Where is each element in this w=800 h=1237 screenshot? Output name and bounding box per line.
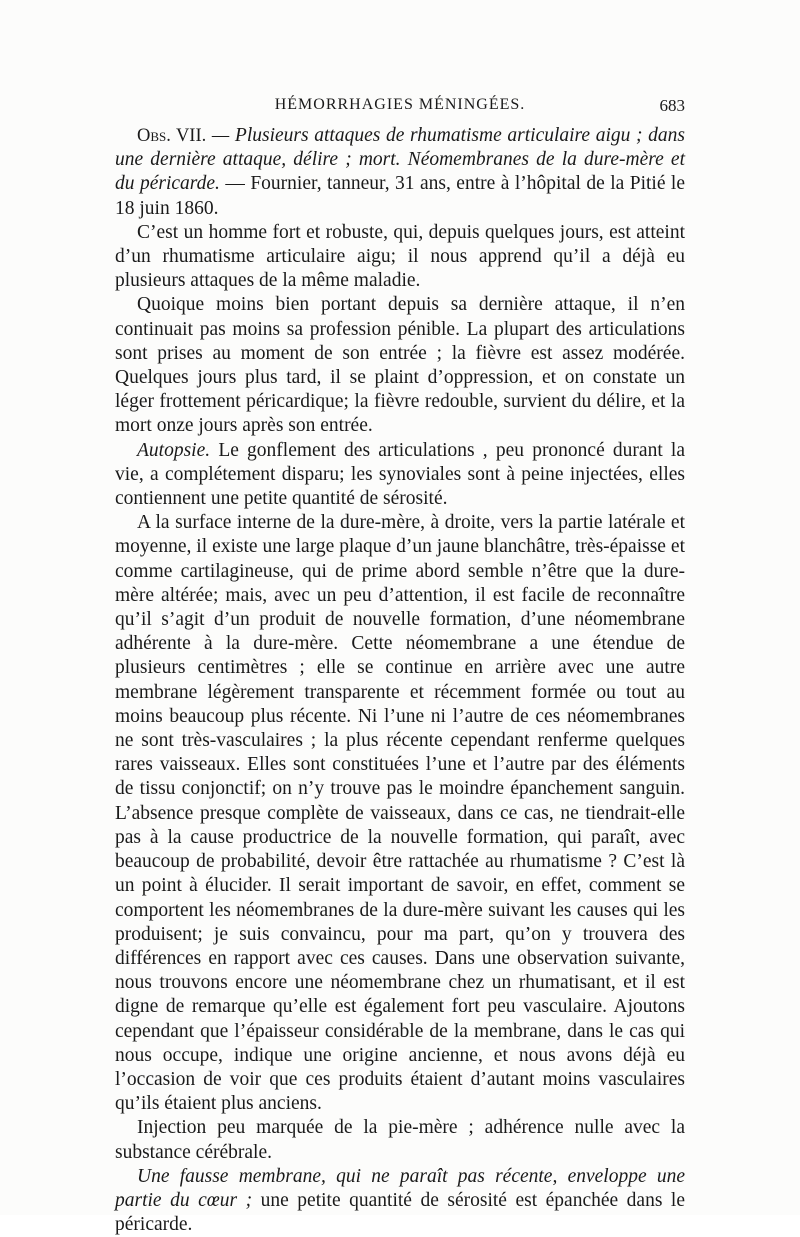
autopsy-text: Le gonflement des articulations , peu prononcé durant la vie, a complétement disparu; les synoviales sont à peine injectées, elles contiennent une petite quantité de sérosité. bbox=[115, 439, 685, 510]
observation-heading bbox=[115, 124, 685, 221]
paragraph-1: C’est un homme fort et robuste, qui, depuis quelques jours, est atteint d’un rhumatisme articulaire aigu; il nous apprend qu’il a déjà eu plusieurs attaques de la même maladie. bbox=[115, 221, 685, 292]
page-header bbox=[115, 96, 685, 122]
autopsy-label: Autopsie. bbox=[137, 439, 211, 461]
running-title: HÉMORRHAGIES MÉNINGÉES. bbox=[274, 96, 526, 113]
paragraph-5: Injection peu marquée de la pie-mère ; adhérence nulle avec la substance cérébrale. bbox=[115, 1117, 685, 1163]
observation-title: — Plusieurs attaques de rhumatisme articulaire aigu ; dans une dernière attaque, délire ; mort. Néomembranes de la dure-mère et du péricarde. bbox=[115, 125, 686, 195]
paragraph-6-italic: Une fausse membrane, qui ne paraît pas récente, enveloppe une partie du cœur ; bbox=[115, 1165, 685, 1211]
paragraph-2: Quoique moins bien portant depuis sa dernière attaque, il n’en continuait pas moins sa profession pénible. La plupart des articulations sont prises au moment de son entrée ; la fièvre est assez modérée. Quelques jours plus tard, il se plaint d’oppression, et on constate un léger frottement péricardique; la fièvre redouble, survient du délire, et la mort onze jours après son entrée. bbox=[115, 294, 685, 437]
page-number: 683 bbox=[659, 96, 685, 115]
paragraph-6 bbox=[115, 1165, 685, 1237]
observation-patient: — Fournier, tanneur, 31 ans, entre à l’hôpital de la Pitié le 18 juin 1860. bbox=[115, 173, 686, 219]
paragraph-6-text: une petite quantité de sérosité est épanchée dans le péricarde. bbox=[115, 1189, 686, 1236]
paragraph-4: A la surface interne de la dure-mère, à droite, vers la partie latérale et moyenne, il existe une large plaque d’un jaune blanchâtre, très-épaisse et comme cartilagineuse, qui de prime abord semble n’être que la dure-mère altérée; mais, avec un peu d’attention, il est facile de reconnaître qu’il s’agit d’un produit de nouvelle formation, d’une néomembrane adhérente à la dure-mère. Cette néomembrane a une étendue de plusieurs centimètres ; elle se continue en arrière avec une autre membrane légèrement transparente et récemment formée ou tout au moins beaucoup plus récente. Ni l’une ni l’autre de ces néomembranes ne sont très-vasculaires ; la plus récente cependant renferme quelques rares vaisseaux. Elles sont constituées l’une et l’autre par des éléments de tissu conjonctif; on n’y trouve pas le moindre épanchement sanguin. L’absence presque complète de vaisseaux, dans ce cas, ne tiendrait-elle pas à la cause productrice de la nouvelle formation, qui paraît, avec beaucoup de probabilité, devoir être rattachée au rhumatisme ? C’est là un point à élucider. Il serait important de savoir, en effet, comment se comportent les néomembranes de la dure-mère suivant les causes qui les produisent; je suis convaincu, pour ma part, qu’on y trouvera des différences en rapport avec ces causes. Dans une observation suivante, nous trouvons encore une néomembrane chez un rhumatisant, et il est digne de remarque qu’elle est également fort peu vasculaire. Ajoutons cependant que l’épaisseur considérable de la membrane, dans le cas qui nous occupe, indique une origine ancienne, et nous avons déjà eu l’occasion de voir que ces produits étaient d’autant moins vasculaires qu’ils étaient plus anciens. bbox=[115, 512, 685, 1115]
paragraph-autopsy bbox=[115, 439, 685, 512]
page-body bbox=[115, 124, 685, 1237]
observation-number: Obs. VII. bbox=[137, 126, 207, 146]
